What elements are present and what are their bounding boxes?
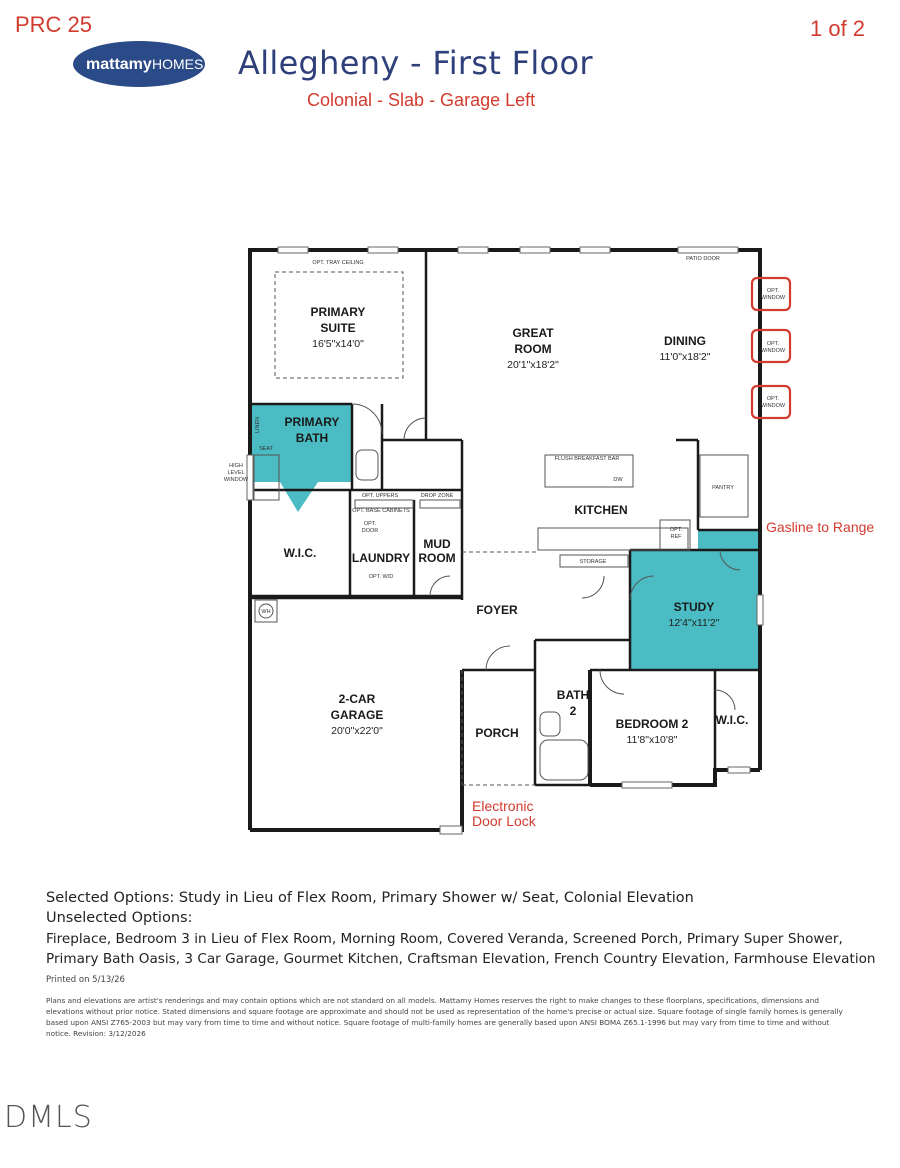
door-lock-annotation-2: Door Lock: [472, 813, 536, 829]
opt-uppers-label: OPT. UPPERS: [361, 493, 399, 499]
opt-ref-label-1: OPT.: [669, 527, 683, 533]
unselected-options-line1: Fireplace, Bedroom 3 in Lieu of Flex Room, Morning Room, Covered Veranda, Screened Porch, Primary Super Shower,: [46, 931, 843, 947]
mud-room-label-2: ROOM: [418, 551, 456, 565]
pantry-label: PANTRY: [712, 485, 734, 491]
laundry-label: LAUNDRY: [351, 551, 411, 565]
mls-watermark: DMLS: [4, 1100, 93, 1135]
storage-label: STORAGE: [579, 559, 607, 565]
study-closet-highlight: [698, 530, 758, 550]
porch-label: PORCH: [475, 726, 519, 740]
disclaimer: Plans and elevations are artist's renderings and may contain options which are not standard on all models. Mattamy Homes reserves the right to make changes to these floorplans, specifications, dimensions and elevations without prior notice. Stated dimensions and square footage are approximate and should not be used as representation of the home's precise or actual size. Square footage of single family homes is generally based upon ANSI Z765-2003 but may vary from time to time and without notice. Square footage of multi-family homes are generally based upon ANSI BOMA Z65.1-1996 but may vary from time to time and without notice. Revision: 3/12/2026: [46, 996, 843, 1038]
opt-window-3-b: WINDOW: [760, 403, 786, 409]
opt-tray-ceiling-label: OPT. TRAY CEILING: [312, 260, 364, 266]
primary-bath-label-2: BATH: [295, 431, 329, 445]
high-level-window-2: LEVEL: [227, 470, 245, 476]
logo-text-light: HOMES: [152, 56, 204, 72]
page-title: Allegheny - First Floor: [238, 44, 593, 82]
printed-date: Printed on 5/13/26: [46, 975, 125, 985]
high-level-window-1: HIGH: [229, 463, 243, 469]
garage-label-1: 2-CAR: [338, 692, 376, 706]
great-room-label-1: GREAT: [512, 326, 554, 340]
garage-dims: 20'0"x22'0": [331, 725, 383, 737]
dining-label: DINING: [664, 334, 706, 348]
garage-label-2: GARAGE: [330, 708, 384, 722]
opt-wd-label: OPT. W/D: [368, 574, 394, 580]
primary-suite-label-2: SUITE: [320, 321, 356, 335]
opt-door-label-2: DOOR: [361, 528, 379, 534]
high-level-window-3: WINDOW: [223, 477, 249, 483]
opt-door-label-1: OPT.: [363, 521, 377, 527]
study-dims: 12'4"x11'2": [668, 617, 720, 629]
study-label: STUDY: [673, 600, 715, 614]
wh-label: WH: [261, 609, 271, 615]
opt-window-2-a: OPT.: [766, 341, 780, 347]
great-room-dims: 20'1"x18'2": [507, 359, 559, 371]
great-room-label-2: ROOM: [514, 342, 552, 356]
mud-room-label-1: MUD: [423, 537, 451, 551]
dining-dims: 11'0"x18'2": [659, 351, 711, 363]
gasline-annotation: Gasline to Range: [766, 519, 875, 535]
opt-window-2-b: WINDOW: [760, 348, 786, 354]
bath2-label-1: BATH: [556, 688, 590, 702]
door-lock-annotation-1: Electronic: [472, 798, 534, 814]
page-subtitle: Colonial - Slab - Garage Left: [307, 90, 536, 110]
patio-door-label: PATIO DOOR: [686, 256, 720, 262]
linen-label: LINEN: [255, 416, 261, 434]
page-indicator: 1 of 2: [810, 16, 866, 41]
wic-primary-label: W.I.C.: [283, 546, 317, 560]
plan-code: PRC 25: [15, 12, 93, 37]
seat-label: SEAT: [259, 446, 273, 452]
unselected-options-line2: Primary Bath Oasis, 3 Car Garage, Gourmet Kitchen, Craftsman Elevation, French Country Elevation, Farmhouse Elevation: [46, 951, 876, 967]
wic-bed2-label: W.I.C.: [715, 713, 749, 727]
primary-suite-dims: 16'5"x14'0": [312, 338, 364, 350]
opt-window-1-a: OPT.: [766, 288, 780, 294]
unselected-options-heading: Unselected Options:: [46, 910, 193, 926]
primary-bath-label-1: PRIMARY: [284, 415, 340, 429]
kitchen-label: KITCHEN: [574, 503, 628, 517]
bedroom2-label: BEDROOM 2: [615, 717, 689, 731]
flush-breakfast-bar-label: FLUSH BREAKFAST BAR: [554, 456, 620, 462]
bath2-label-2: 2: [569, 704, 577, 718]
bedroom2-dims: 11'8"x10'8": [626, 734, 678, 746]
dimension-labels: [312, 338, 720, 746]
foyer-label: FOYER: [476, 603, 518, 617]
opt-base-cabinets-label: OPT. BASE CABINETS: [352, 508, 410, 514]
primary-suite-label-1: PRIMARY: [310, 305, 366, 319]
logo-text-bold: mattamy: [86, 56, 152, 73]
drop-zone-label: DROP ZONE: [420, 493, 454, 499]
dw-label: DW: [613, 477, 623, 483]
opt-window-3-a: OPT.: [766, 396, 780, 402]
opt-ref-label-2: REF: [670, 534, 682, 540]
selected-options: Selected Options: Study in Lieu of Flex Room, Primary Shower w/ Seat, Colonial Elevation: [46, 890, 694, 906]
opt-window-1-b: WINDOW: [760, 295, 786, 301]
